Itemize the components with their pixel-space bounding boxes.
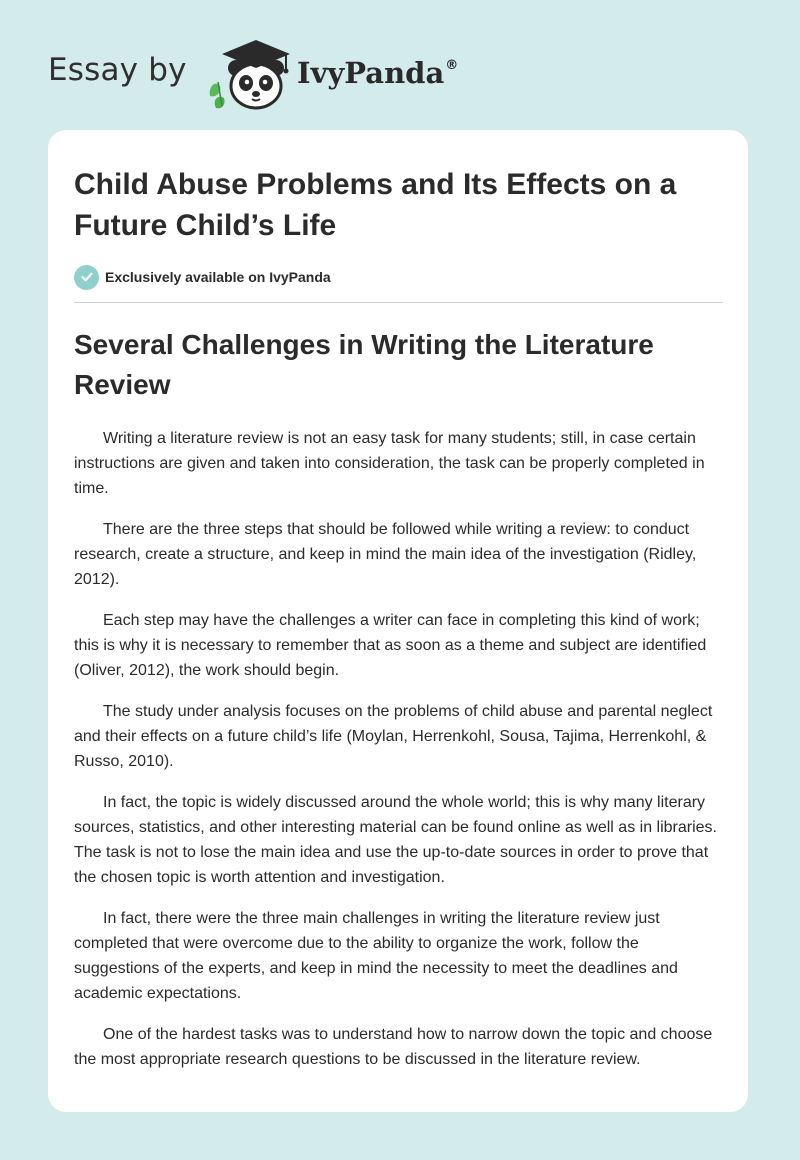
essay-body — [74, 426, 725, 1088]
site-header — [48, 36, 748, 116]
paragraph: Writing a literature review is not an easy task for many students; still, in case certain instructions are given and taken into consideration, the task can be properly completed in time. — [74, 430, 705, 497]
paragraph: Each step may have the challenges a writer can face in completing this kind of work; this is why it is necessary to remember that as soon as a theme and subject are identified (Oliver, 2012), the work should begin. — [74, 612, 707, 679]
paragraph: In fact, there were the three main challenges in writing the literature review just completed that were overcome due to the ability to organize the work, follow the suggestions of the experts, and keep in mind the necessity to meet the deadlines and academic expectations. — [74, 910, 678, 1002]
essay-by-label: Essay by — [48, 52, 187, 88]
exclusive-badge — [74, 263, 331, 291]
panda-graduate-icon[interactable] — [202, 36, 294, 112]
paragraph: One of the hardest tasks was to understand how to narrow down the topic and choose the most appropriate research questions to be discussed in the literature review. — [74, 1026, 713, 1068]
registered-mark: ® — [445, 58, 459, 73]
brand-name[interactable] — [297, 56, 458, 90]
paragraph: There are the three steps that should be followed while writing a review: to conduct research, create a structure, and keep in mind the main idea of the investigation (Ridley, 2012). — [74, 521, 697, 588]
paragraph: The study under analysis focuses on the problems of child abuse and parental neglect and their effects on a future child’s life (Moylan, Herrenkohl, Sousa, Tajima, Herrenkohl, & Russo, 2010). — [74, 703, 713, 770]
divider — [74, 302, 723, 303]
essay-card — [48, 130, 748, 1112]
check-icon — [74, 265, 99, 290]
badge-label: Exclusively available on IvyPanda — [105, 269, 331, 285]
brand-text: IvyPanda — [297, 56, 445, 90]
section-heading: Several Challenges in Writing the Literature Review — [74, 329, 654, 400]
paragraph: In fact, the topic is widely discussed around the whole world; this is why many literary sources, statistics, and other interesting material can be found online as well as in libraries. The task is not to lose the main idea and use the up-to-date sources in order to prove that the chosen topic is worth attention and investigation. — [74, 794, 717, 886]
page-title: Child Abuse Problems and Its Effects on a Future Child’s Life — [74, 168, 677, 242]
